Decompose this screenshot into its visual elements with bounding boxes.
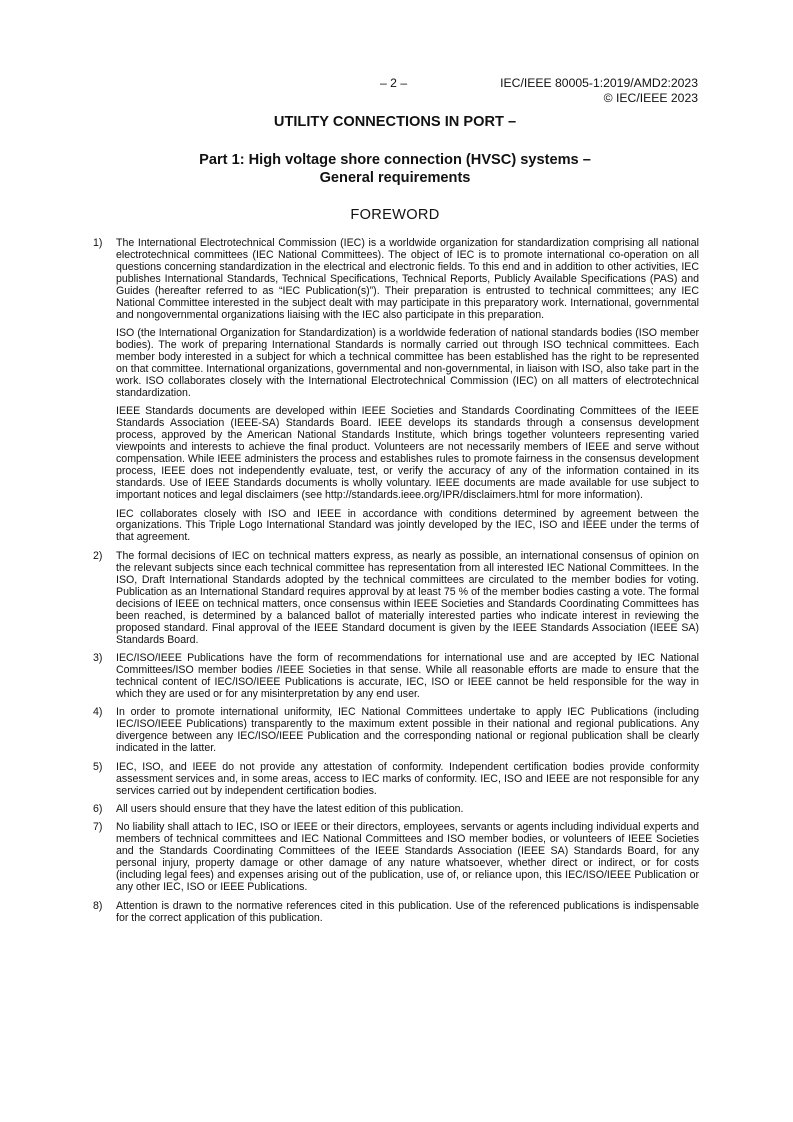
foreword-item-content — [116, 804, 699, 816]
document-id: IEC/IEEE 80005-1:2019/AMD2:2023 — [500, 76, 698, 90]
foreword-paragraph: IEC, ISO, and IEEE do not provide any attestation of conformity. Independent certification bodies provide conformity assessment services and, in some areas, access to IEC marks of conformity. IEC, ISO and IEEE are not responsible for any services carried out by independent certification bodies. — [116, 760, 699, 797]
foreword-item-number: 2) — [93, 549, 103, 562]
foreword-item — [93, 804, 699, 816]
foreword-paragraph: In order to promote international uniformity, IEC National Committees undertake to apply IEC Publications (including IEC/ISO/IEEE Publications) transparently to the maximum extent possible in their national and regional publications. Any divergence between any IEC/ISO/IEEE Publication and the corresponding national or regional publication shall be clearly indicated in the latter. — [116, 706, 699, 755]
foreword-paragraph: The International Electrotechnical Commission (IEC) is a worldwide organization for standardization comprising all national electrotechnical committees (IEC National Committees). The object of IEC is to promote international co-operation on all questions concerning standardization in the electrical and electronic fields. To this end and in addition to other activities, IEC publishes International Standards, Technical Specifications, Technical Reports, Publicly Available Specifications (PAS) and Guides (hereafter referred to as “IEC Publication(s)”). Their preparation is entrusted to technical committees; any IEC National Committee interested in the subject dealt with may participate in this preparatory work. International, governmental and nongovernmental organizations liaising with the IEC also participate in this preparation. — [116, 237, 699, 321]
document-title: UTILITY CONNECTIONS IN PORT – — [273, 114, 517, 130]
foreword-item — [93, 762, 699, 798]
foreword-paragraph: IEEE Standards documents are developed within IEEE Societies and Standards Coordinating Committees of the IEEE Standards Association (IEEE-SA) Standards Board. IEEE develops its standards through a consensus development process, approved by the American National Standards Institute, which brings together volunteers representing varied viewpoints and interests to achieve the final product. Volunteers are not necessarily members of IEEE and serve without compensation. While IEEE administers the process and establishes rules to promote fairness in the consensus development process, IEEE does not independently evaluate, test, or verify the accuracy of any of the information contained in its standards. Use of IEEE Standards documents is wholly voluntary. IEEE documents are made available for use subject to important notices and legal disclaimers (see http://standards.ieee.org/IPR/disclaimers.html for more information). — [116, 405, 699, 502]
foreword-item-number: 3) — [93, 652, 103, 664]
foreword-item-content — [116, 653, 699, 701]
foreword-item-number: 4) — [93, 706, 103, 719]
foreword-item-number: 8) — [93, 899, 103, 912]
part-title-line-1: Part 1: High voltage shore connection (HVSC) systems – — [199, 152, 591, 168]
page-header — [90, 76, 698, 106]
foreword-item-content — [116, 707, 699, 755]
page-number: – 2 – — [380, 76, 408, 90]
part-title-line-2: General requirements — [319, 170, 471, 186]
foreword-item — [93, 901, 699, 925]
foreword-item — [93, 551, 699, 647]
foreword-item-number: 1) — [93, 237, 103, 249]
foreword-paragraph: No liability shall attach to IEC, ISO or IEEE or their directors, employees, servants or agents including individual experts and members of technical committees and IEC National Committees and ISO member bodies, or volunteers of IEEE Societies and the Standards Coordinating Committees of the IEEE Standards Association (IEEE SA) Standards Board, for any personal injury, property damage or other damage of any nature whatsoever, whether direct or indirect, or for costs (including legal fees) and expenses arising out of the publication, use of, or reliance upon, this IEC/ISO/IEEE Publication or any other IEC, ISO or IEEE Publications. — [116, 821, 699, 894]
copyright-notice: © IEC/IEEE 2023 — [603, 91, 698, 105]
foreword-item-content — [116, 901, 699, 925]
foreword-item-number: 7) — [93, 821, 103, 834]
foreword-paragraph: All users should ensure that they have the latest edition of this publication. — [116, 802, 464, 815]
foreword-paragraph: ISO (the International Organization for Standardization) is a worldwide federation of national standards bodies (ISO member bodies). The work of preparing International Standards is normally carried out through ISO technical committees. Each member body interested in a subject for which a technical committee has been established has the right to be represented on that committee. International organizations, governmental and non-governmental, in liaison with ISO, also take part in the work. ISO collaborates closely with the International Electrotechnical Commission (IEC) on all matters of electrotechnical standardization. — [116, 327, 699, 399]
foreword-item-content — [116, 822, 699, 894]
foreword-item — [93, 822, 699, 894]
foreword-heading: FOREWORD — [350, 207, 440, 223]
foreword-item-number: 6) — [93, 802, 103, 815]
foreword-paragraph: IEC collaborates closely with ISO and IEEE in accordance with conditions determined by agreement between the organizations. This Triple Logo International Standard was jointly developed by the IEC, ISO and IEEE under the terms of that agreement. — [116, 507, 699, 544]
foreword-item — [93, 238, 699, 544]
foreword-item — [93, 653, 699, 701]
foreword-item-content — [116, 551, 699, 647]
foreword-item — [93, 707, 699, 755]
foreword-paragraph: Attention is drawn to the normative references cited in this publication. Use of the referenced publications is indispensable for the correct application of this publication. — [116, 899, 699, 924]
foreword-item-content — [116, 762, 699, 798]
foreword-paragraph: IEC/ISO/IEEE Publications have the form of recommendations for international use and are accepted by IEC National Committees/ISO member bodies /IEEE Societies in that sense. While all reasonable efforts are made to ensure that the technical content of IEC/ISO/IEEE Publications is accurate, IEC, ISO or IEEE cannot be held responsible for the way in which they are used or for any misinterpretation by any end user. — [116, 652, 699, 700]
foreword-body — [93, 238, 699, 931]
foreword-item-content — [116, 238, 699, 544]
foreword-paragraph: The formal decisions of IEC on technical matters express, as nearly as possible, an international consensus of opinion on the relevant subjects since each technical committee has representation from all interested IEC National Committees. In the ISO, Draft International Standards adopted by the technical committees are circulated to the member bodies for voting. Publication as an International Standard requires approval by at least 75 % of the member bodies casting a vote. The formal decisions of IEEE on technical matters, once consensus within IEEE Societies and Standards Coordinating Committees has been reached, is determined by a balanced ballot of materially interested parties who indicate interest in reviewing the proposed standard. Final approval of the IEEE Standard document is given by the IEEE Standards Association (IEEE SA) Standards Board. — [116, 549, 699, 646]
foreword-item-number: 5) — [93, 760, 103, 773]
document-id-block — [500, 76, 698, 106]
part-title — [90, 151, 700, 187]
